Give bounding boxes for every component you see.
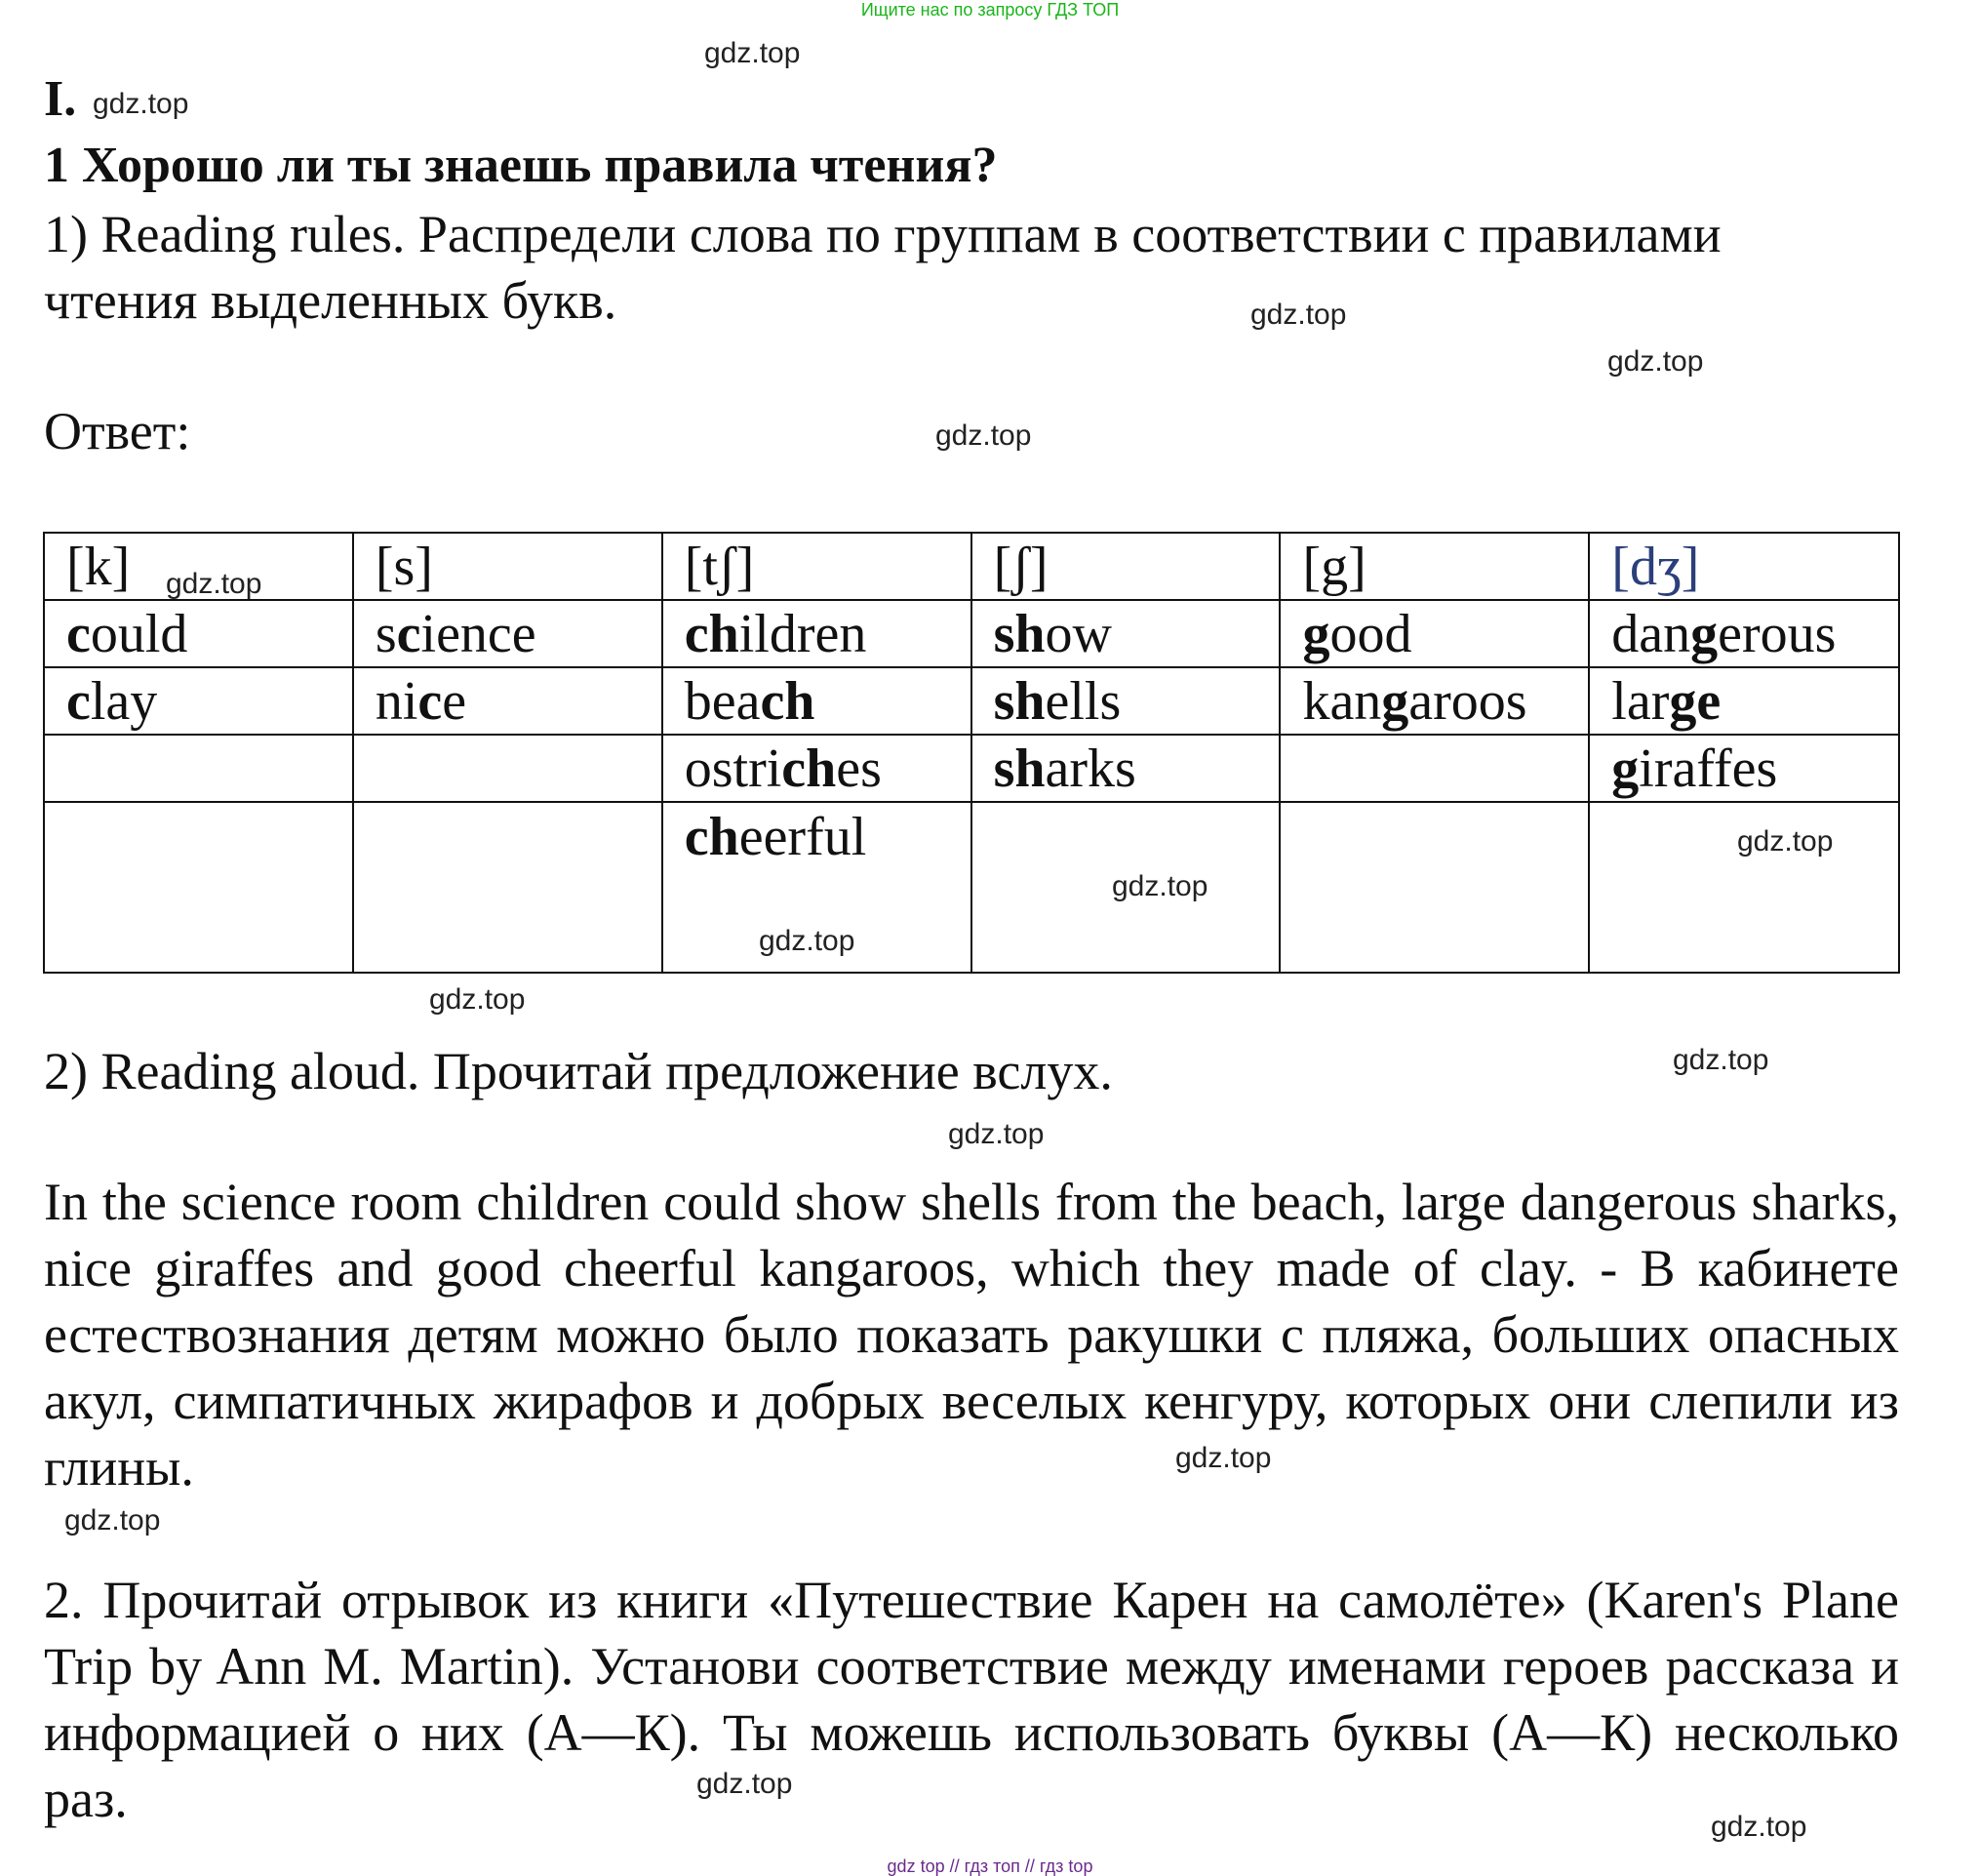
- table-cell-word: [353, 667, 662, 735]
- top-banner[interactable]: Ищите нас по запросу ГДЗ ТОП: [860, 0, 1120, 20]
- subtask2-title: 2) Reading aloud. Прочитай предложение вслух.: [44, 1042, 1113, 1100]
- table-row: [44, 735, 1899, 802]
- word-rest: ow: [1045, 603, 1112, 664]
- highlighted-letters: ch: [684, 603, 739, 664]
- reading-rules-table: [43, 532, 1900, 974]
- word-rest: e: [442, 670, 467, 732]
- watermark: gdz.top: [1112, 870, 1208, 902]
- header-g: [g]: [1280, 533, 1589, 600]
- table-row: [44, 667, 1899, 735]
- watermark: gdz.top: [1711, 1811, 1807, 1843]
- subtask2-text: In the science room children could show shells from the beach, large dangerous sharks, nice giraffes and good cheerful kangaroos, which they made of clay. - В кабинете естествознания детям можно было показать ракушки с пляжа, больших опасных акул, симпатичных жирафов и добрых веселых кенгуру, которых они слепили из глины.: [44, 1173, 1899, 1497]
- highlighted-letters: ch: [760, 670, 815, 732]
- highlighted-letters: g: [1690, 603, 1719, 664]
- word-rest: es: [836, 738, 882, 799]
- table-cell-word: [1589, 667, 1899, 735]
- header-k: [k]: [44, 533, 353, 600]
- table-cell-word: [1280, 802, 1589, 973]
- table-cell-word: [1280, 667, 1589, 735]
- table-header-row: [44, 533, 1899, 600]
- header-sh: [ʃ]: [971, 533, 1281, 600]
- header-dzh: [dʒ]: [1589, 533, 1899, 600]
- table-cell-word: [662, 600, 971, 667]
- table-cell-word: [44, 735, 353, 802]
- answer-label: Ответ:: [44, 402, 191, 460]
- highlighted-letters: c: [396, 603, 421, 664]
- table-cell-word: [971, 600, 1281, 667]
- subtask1-instruction-line1: 1) Reading rules. Распредели слова по группам в соответствии с правилами: [44, 205, 1722, 263]
- word-prefix: s: [375, 603, 397, 664]
- highlighted-letters: g: [1381, 670, 1409, 732]
- table-cell-word: [44, 802, 353, 973]
- watermark: gdz.top: [1673, 1044, 1769, 1076]
- watermark: gdz.top: [64, 1504, 161, 1537]
- table-row: [44, 600, 1899, 667]
- highlighted-letters: c: [66, 670, 91, 732]
- watermark: gdz.top: [1175, 1442, 1272, 1474]
- watermark: gdz.top: [704, 37, 801, 69]
- highlighted-letters: ge: [1669, 670, 1722, 732]
- word-prefix: kan: [1302, 670, 1382, 732]
- word-prefix: lar: [1611, 670, 1670, 732]
- word-rest: eerful: [738, 807, 867, 867]
- highlighted-letters: c: [417, 670, 443, 732]
- word-rest: erous: [1718, 603, 1837, 664]
- table-cell-word: [353, 735, 662, 802]
- highlighted-letters: ch: [684, 807, 739, 867]
- table-cell-word: [44, 667, 353, 735]
- header-s: [s]: [353, 533, 662, 600]
- word-rest: ildren: [738, 603, 867, 664]
- watermark: gdz.top: [948, 1118, 1045, 1150]
- highlighted-letters: sh: [993, 670, 1046, 732]
- task1-title: 1 Хорошо ли ты знаешь правила чтения?: [44, 138, 998, 193]
- word-rest: ould: [90, 603, 188, 664]
- word-rest: ood: [1329, 603, 1412, 664]
- table-cell-word: [662, 735, 971, 802]
- table-cell-word: [353, 600, 662, 667]
- subtask1-instruction-line2: чтения выделенных букв.: [44, 271, 617, 330]
- table-cell-word: [662, 667, 971, 735]
- bottom-banner[interactable]: gdz top // гдз топ // гдз top: [887, 1856, 1093, 1876]
- table-cell-word: [353, 802, 662, 973]
- watermark: gdz.top: [1250, 299, 1347, 331]
- watermark: gdz.top: [696, 1768, 793, 1800]
- watermark: gdz.top: [935, 419, 1032, 452]
- watermark: gdz.top: [166, 568, 262, 600]
- highlighted-letters: g: [1302, 603, 1330, 664]
- table-cell-word: [1589, 600, 1899, 667]
- task2-text: 2. Прочитай отрывок из книги «Путешествие Карен на самолёте» (Karen's Plane Trip by Ann M. Martin). Установи соответствие между именами героев рассказа и информацией о них (А—К). Ты можешь использовать буквы (А—К) несколько раз.: [44, 1571, 1899, 1828]
- word-rest: iraffes: [1639, 738, 1778, 799]
- table-cell-word: [1589, 735, 1899, 802]
- table-row: [44, 802, 1899, 973]
- word-rest: lay: [90, 670, 158, 732]
- word-prefix: dan: [1611, 603, 1691, 664]
- word-prefix: bea: [684, 670, 761, 732]
- word-rest: ience: [420, 603, 536, 664]
- table-cell-word: [1280, 735, 1589, 802]
- table-cell-word: [971, 735, 1281, 802]
- watermark: gdz.top: [1737, 825, 1834, 858]
- highlighted-letters: g: [1611, 738, 1640, 799]
- word-prefix: ni: [375, 670, 418, 732]
- watermark: gdz.top: [759, 925, 855, 957]
- table-cell-word: [1280, 600, 1589, 667]
- watermark: gdz.top: [1607, 345, 1704, 378]
- highlighted-letters: c: [66, 603, 91, 664]
- watermark: gdz.top: [429, 983, 526, 1016]
- word-rest: ells: [1045, 670, 1122, 732]
- word-prefix: ostri: [684, 738, 782, 799]
- word-rest: arks: [1045, 738, 1136, 799]
- header-tsh: [tʃ]: [662, 533, 971, 600]
- highlighted-letters: sh: [993, 738, 1046, 799]
- highlighted-letters: sh: [993, 603, 1046, 664]
- section-numeral: I.: [44, 71, 77, 127]
- table-cell-word: [44, 600, 353, 667]
- watermark: gdz.top: [93, 88, 189, 120]
- word-rest: aroos: [1408, 670, 1527, 732]
- highlighted-letters: ch: [781, 738, 837, 799]
- table-cell-word: [971, 667, 1281, 735]
